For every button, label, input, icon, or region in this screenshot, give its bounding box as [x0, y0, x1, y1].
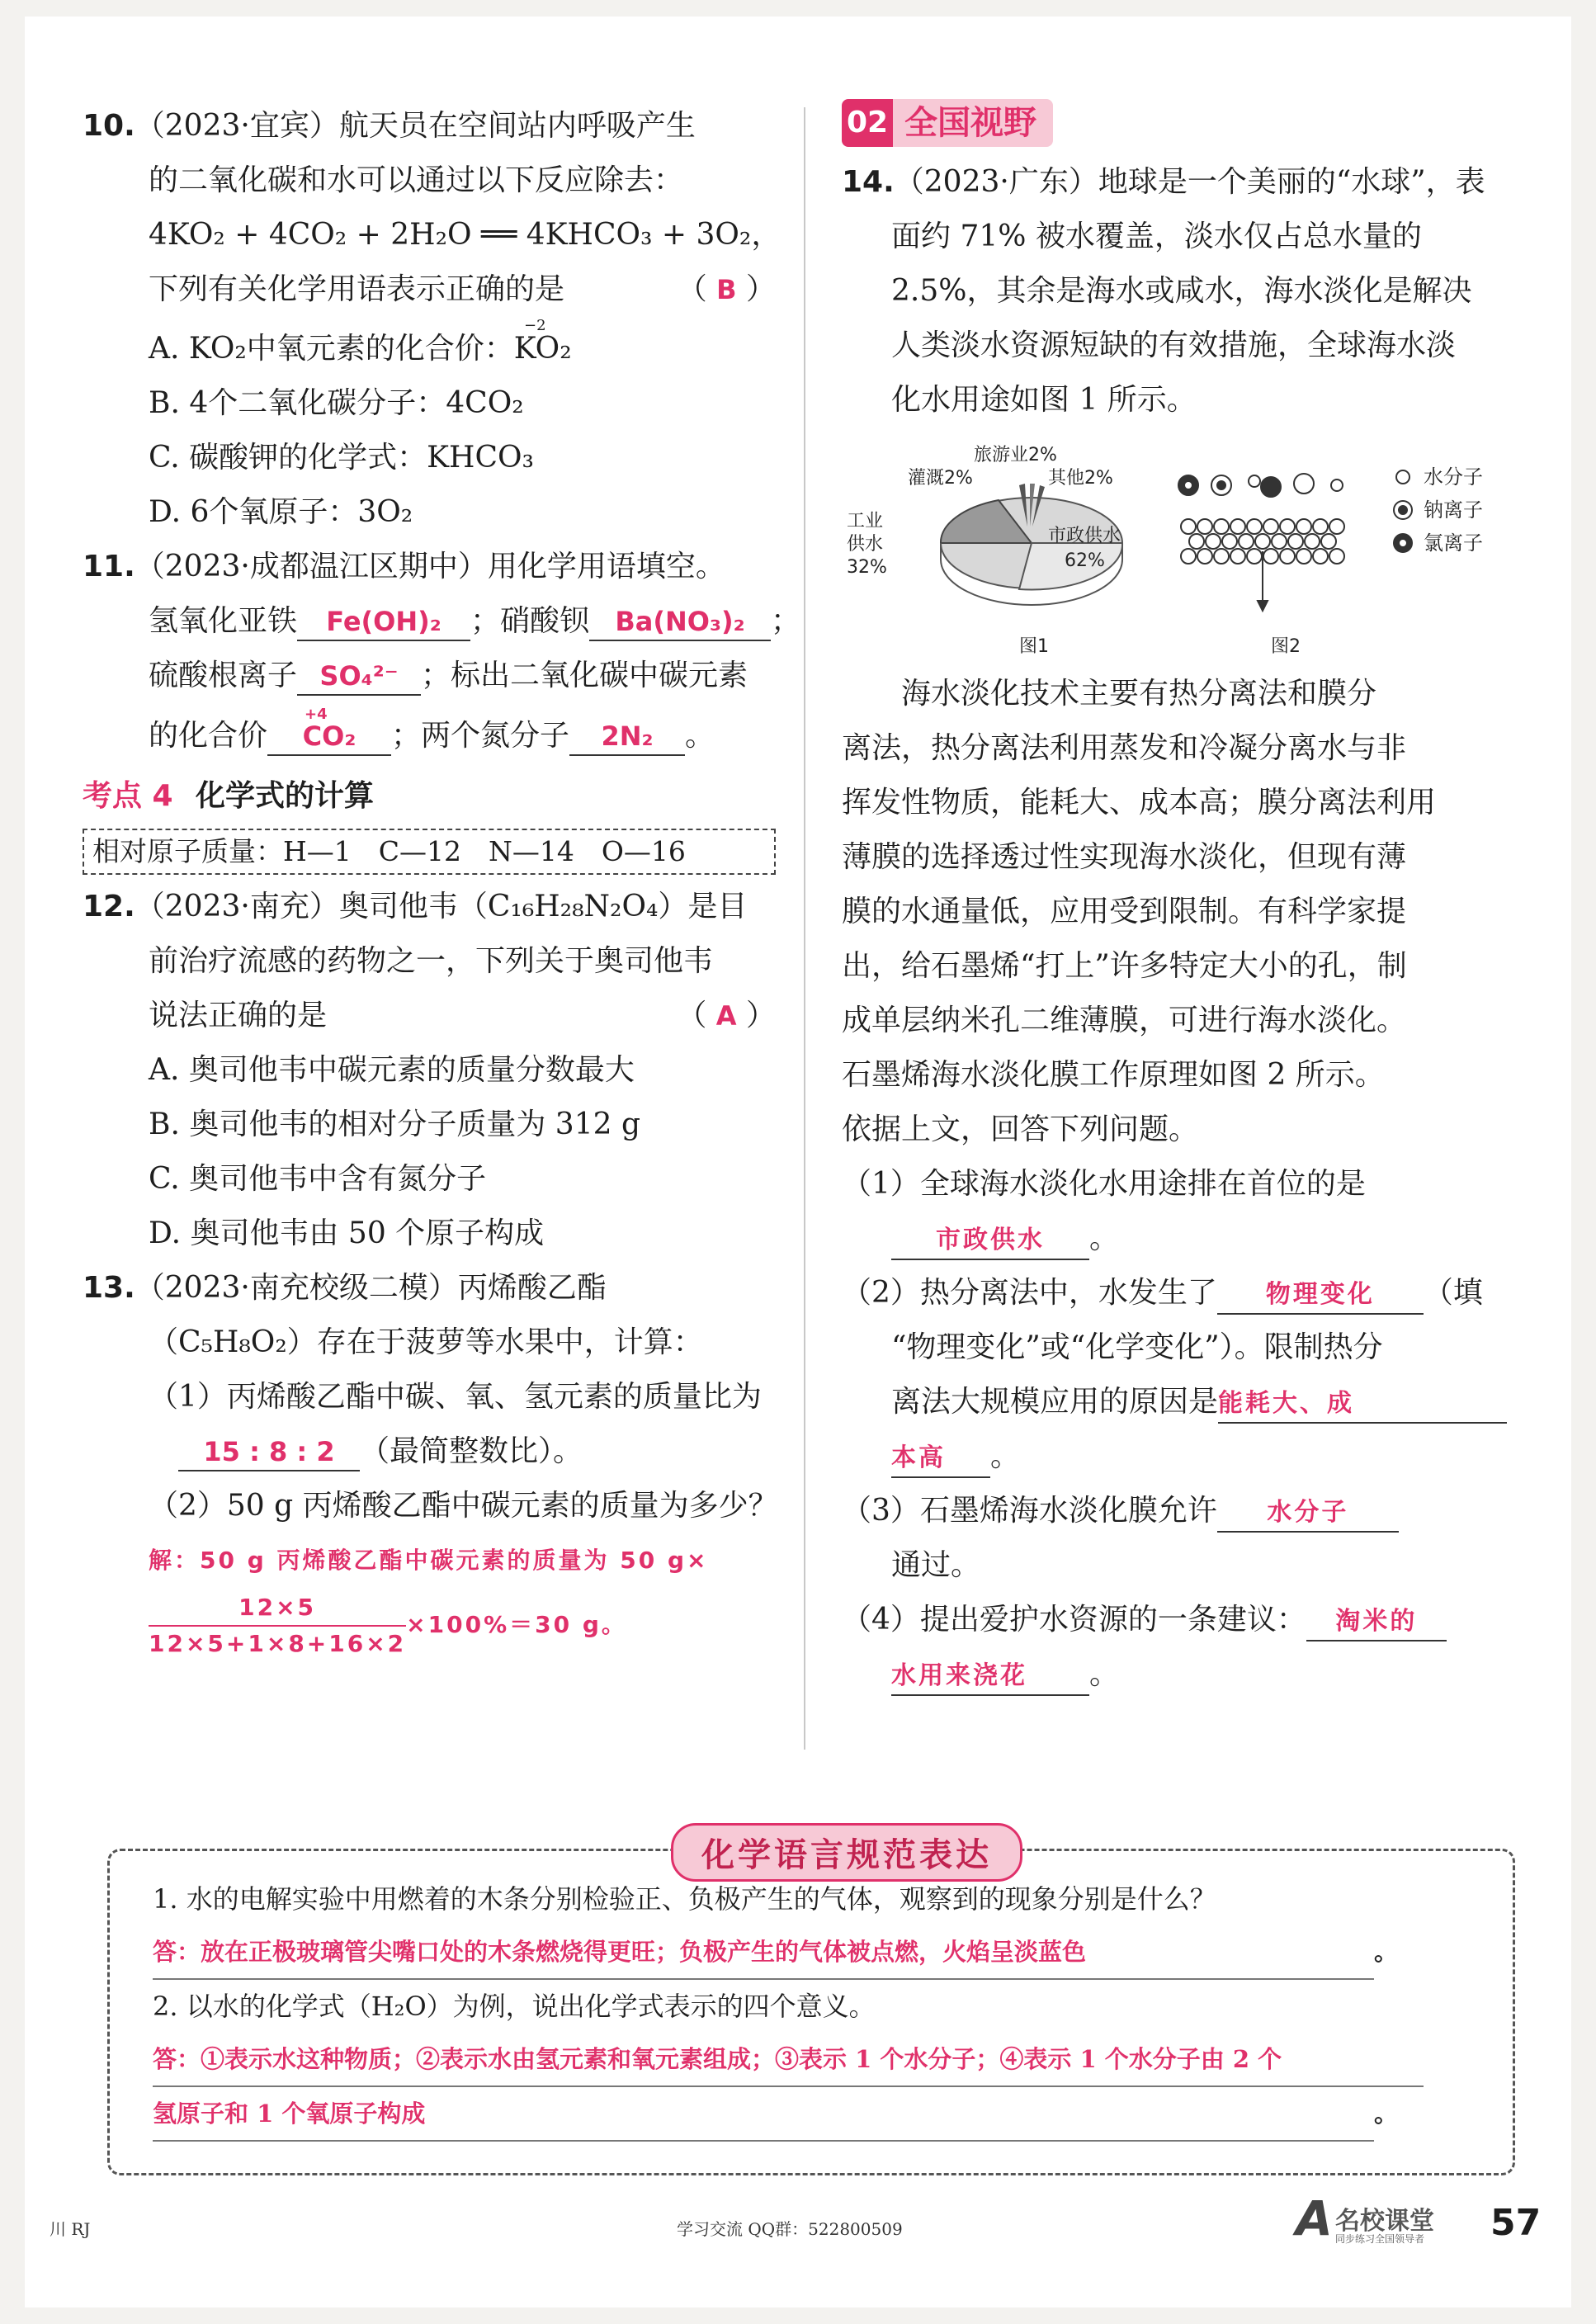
brand-letter-icon: A	[1296, 2190, 1333, 2246]
membrane-diagram	[1178, 470, 1412, 611]
question-14	[842, 155, 1535, 1702]
pie-label: 供水	[847, 534, 884, 555]
fraction-denominator: 12×5+1×8+16×2	[149, 1630, 407, 1657]
page-number: 57	[1490, 2202, 1542, 2244]
question-10	[83, 99, 781, 540]
fill-label: 。	[685, 719, 715, 753]
question-line: 化水用途如图 1 所示。	[891, 383, 1197, 417]
question-line: （2023·宜宾）航天员在空间站内呼吸产生	[135, 109, 696, 143]
box-question-2: 2. 以水的化学式（H₂O）为例，说出化学式表示的四个意义。	[153, 1991, 876, 2022]
question-line: 人类淡水资源短缺的有效措施，全球海水淡	[891, 328, 1457, 362]
question-line: 下列有关化学用语表示正确的是	[149, 272, 565, 306]
choice-answer: A	[715, 1000, 737, 1032]
sub-question-text: （填	[1423, 1276, 1483, 1310]
question-line: 的二氧化碳和水可以通过以下反应除去：	[149, 163, 684, 197]
page	[25, 17, 1571, 2307]
passage-line: 薄膜的选择透过性实现海水淡化，但现有薄	[842, 840, 1407, 874]
option-c: C. 奥司他韦中含有氮分子	[149, 1162, 487, 1196]
solution-fraction	[149, 1590, 406, 1661]
option-a: A. KO₂中氧元素的化合价：KO₂	[149, 332, 572, 366]
left-column	[83, 99, 801, 1662]
valence-mark: +4	[305, 706, 328, 723]
legend-label: 钠离子	[1424, 498, 1483, 522]
fill-answer: 市政供水	[936, 1226, 1045, 1254]
punctuation: 。	[1089, 1657, 1120, 1691]
sub-question-1: （1）全球海水淡化水用途排在首位的是	[842, 1167, 1366, 1201]
punctuation: 。	[1374, 1938, 1399, 1966]
fill-label: 氢氧化亚铁	[149, 604, 298, 638]
valence-mark: −2	[524, 317, 546, 334]
atomic-masses: 相对原子质量：H—1 C—12 N—14 O—16	[83, 829, 776, 875]
box-answer-2a: 答：①表示水这种物质；②表示水由氢元素和氧元素组成；③表示 1 个水分子；④表示 1 个水分子由 2 个	[153, 2033, 1424, 2087]
pie-label: 旅游业2%	[974, 445, 1057, 465]
column-divider	[804, 107, 805, 1750]
sub-question-text: 离法大规模应用的原因是	[891, 1385, 1219, 1419]
figure-caption: 图1	[1019, 636, 1049, 657]
question-line: 2.5%，其余是海水或咸水，海水淡化是解决	[891, 274, 1472, 308]
question-line: （2023·广东）地球是一个美丽的“水球”，表	[894, 165, 1485, 199]
question-line: （2023·南充）奥司他韦（C₁₆H₂₈N₂O₄）是目	[135, 890, 748, 923]
question-11	[83, 540, 801, 769]
question-line: 说法正确的是	[149, 999, 328, 1032]
section-title: 全国视野	[893, 99, 1053, 147]
fraction-numerator: 12×5	[149, 1590, 406, 1627]
question-number: 12.	[83, 890, 135, 923]
fill-label: 的化合价	[149, 719, 268, 753]
pie-label: 工业	[847, 511, 884, 531]
solution-line: 解：50 g 丙烯酸乙酯中碳元素的质量为 50 g×	[149, 1547, 709, 1574]
sub-question-1: （1）丙烯酸乙酯中碳、氧、氢元素的质量比为	[149, 1380, 762, 1414]
box-answer-2b: 氢原子和 1 个氧原子构成	[153, 2087, 1374, 2142]
pie-label: 62%	[1065, 550, 1105, 571]
right-column	[842, 99, 1535, 1702]
fill-label: ；硝酸钡	[470, 604, 590, 638]
passage-line: 出，给石墨烯“打上”许多特定大小的孔，制	[842, 949, 1407, 983]
fill-answer: 2N₂	[601, 720, 654, 752]
answer-bracket: （ A ）	[677, 999, 776, 1032]
figures	[842, 436, 1535, 667]
box-title: 化学语言规范表达	[671, 1823, 1022, 1882]
brand-name: 名校课堂	[1335, 2207, 1434, 2236]
question-line: 前治疗流感的药物之一，下列关于奥司他韦	[149, 944, 714, 978]
brand-subtitle: 同步练习全国领导者	[1335, 2233, 1425, 2245]
fill-label: ；两个氮分子	[391, 719, 570, 753]
fill-answer: CO₂	[302, 720, 357, 752]
passage-line: 依据上文，回答下列问题。	[842, 1112, 1199, 1146]
passage-line: 离法，热分离法利用蒸发和冷凝分离水与非	[842, 731, 1407, 765]
question-stem: （2023·成都温江区期中）用化学用语填空。	[135, 550, 725, 583]
equation: 4KO₂ + 4CO₂ + 2H₂O ══ 4KHCO₃ + 3O₂，	[149, 218, 781, 252]
sub-question-text: 通过。	[891, 1548, 981, 1582]
pie-label: 灌溉2%	[908, 468, 973, 489]
language-expression-box	[107, 1836, 1515, 2175]
punctuation: 。	[990, 1439, 1021, 1473]
box-answer-1: 答：放在正极玻璃管尖嘴口处的木条燃烧得更旺；负极产生的气体被点燃，火焰呈淡蓝色	[153, 1925, 1374, 1980]
fill-label: ；标出二氧化碳中碳元素	[421, 659, 748, 692]
punctuation: 。	[1089, 1221, 1120, 1255]
question-line: 面约 71% 被水覆盖，淡水仅占总水量的	[891, 220, 1422, 253]
punctuation: 。	[1374, 2100, 1399, 2128]
passage-line: 成单层纳米孔二维薄膜，可进行海水淡化。	[842, 1004, 1407, 1037]
kaodian-label: 考点 4	[83, 779, 173, 813]
sub-question-4: （4）提出爱护水资源的一条建议：	[842, 1603, 1306, 1637]
fill-answer: 水用来浇花	[891, 1661, 1027, 1690]
option-a: A. 奥司他韦中碳元素的质量分数最大	[149, 1053, 635, 1087]
footer-qq: 学习交流 QQ群：522800509	[677, 2219, 903, 2239]
question-12	[83, 880, 776, 1261]
brand-logo	[1296, 2190, 1469, 2246]
kaodian-title: 化学式的计算	[196, 779, 375, 813]
fill-answer: 水分子	[1267, 1498, 1349, 1527]
solution-tail: ×100%＝30 g。	[406, 1611, 627, 1638]
fill-answer: Fe(OH)₂	[326, 606, 441, 637]
fill-answer: 能耗大、成	[1218, 1389, 1355, 1418]
fill-answer: 物理变化	[1265, 1280, 1375, 1309]
pie-label: 市政供水	[1048, 526, 1121, 546]
fill-label: ；	[771, 604, 801, 638]
question-13	[83, 1261, 776, 1662]
fill-label: 硫酸根离子	[149, 659, 298, 692]
option-d: D. 奥司他韦由 50 个原子构成	[149, 1216, 545, 1250]
fill-answer: 本高	[891, 1443, 946, 1472]
footer-edition: 川 RJ	[50, 2219, 91, 2239]
sub-question-text: “物理变化”或“化学变化”）。限制热分	[891, 1330, 1383, 1364]
option-d: D. 6个氧原子：3O₂	[149, 495, 413, 529]
sub-question-2: （2）50 g 丙烯酸乙酯中碳元素的质量为多少？	[149, 1489, 778, 1523]
box-question-1: 1. 水的电解实验中用燃着的木条分别检验正、负极产生的气体，观察到的现象分别是什么？	[153, 1883, 1216, 1915]
section-heading	[83, 769, 776, 824]
option-b: B. 4个二氧化碳分子：4CO₂	[149, 386, 524, 420]
figure-caption: 图2	[1271, 636, 1301, 657]
legend-label: 氯离子	[1424, 531, 1483, 555]
passage-line: 石墨烯海水淡化膜工作原理如图 2 所示。	[842, 1058, 1385, 1092]
legend-label: 水分子	[1424, 465, 1483, 489]
fill-answer: Ba(NO₃)₂	[615, 606, 745, 637]
question-line: （2023·南充校级二模）丙烯酸乙酯	[135, 1271, 607, 1305]
passage-line: 膜的水通量低，应用受到限制。有科学家提	[842, 895, 1407, 928]
answer-bracket: （ B ）	[677, 272, 776, 306]
ratio-answer: 15 : 8 : 2	[203, 1436, 335, 1467]
question-number: 13.	[83, 1271, 135, 1305]
passage	[842, 667, 1535, 1157]
fill-answer: SO₄²⁻	[319, 660, 399, 692]
option-b: B. 奥司他韦的相对分子质量为 312 g	[149, 1108, 640, 1141]
question-number: 11.	[83, 550, 135, 583]
pie-label: 其他2%	[1048, 468, 1113, 489]
fill-answer: 淘米的	[1335, 1607, 1418, 1636]
question-number: 10.	[83, 109, 135, 143]
sub-question-2: （2）热分离法中，水发生了	[842, 1276, 1217, 1310]
section-number: 02	[842, 99, 893, 147]
sub-question-tail: （最简整数比）。	[360, 1434, 583, 1468]
option-c: C. 碳酸钾的化学式：KHCO₃	[149, 441, 534, 475]
sub-question-3: （3）石墨烯海水淡化膜允许	[842, 1494, 1217, 1528]
pie-label: 32%	[847, 557, 887, 578]
question-line: （C₅H₈O₂）存在于菠萝等水果中，计算：	[149, 1325, 703, 1359]
section-banner	[842, 99, 1535, 147]
passage-line: 挥发性物质，能耗大、成本高；膜分离法利用	[842, 786, 1437, 820]
figure-svg	[842, 436, 1535, 667]
question-number: 14.	[842, 165, 895, 199]
choice-answer: B	[716, 274, 737, 305]
passage-line: 海水淡化技术主要有热分离法和膜分	[901, 677, 1377, 711]
